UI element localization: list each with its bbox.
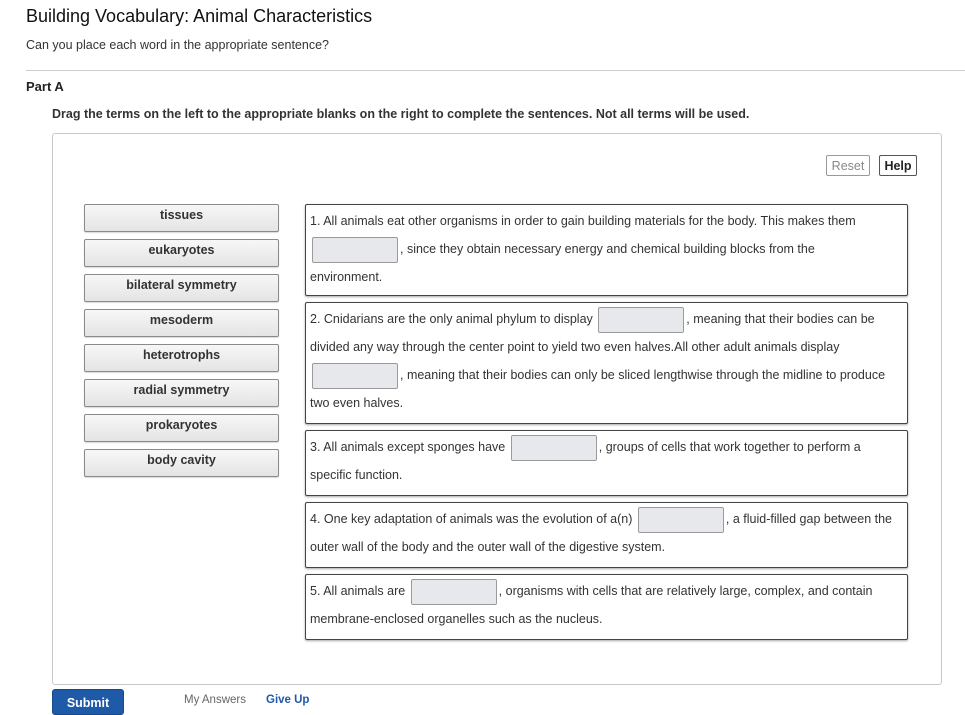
term-mesoderm[interactable] [84, 309, 279, 337]
term-label: eukaryotes [148, 243, 215, 257]
page-subtitle: Can you place each word in the appropriate sentence? [26, 38, 329, 52]
sentence-1-text-a: 1. All animals eat other organisms in order to gain building materials for the body. This makes them [310, 214, 856, 228]
term-label: mesoderm [149, 313, 214, 327]
sentence-1 [305, 204, 908, 296]
term-eukaryotes[interactable] [84, 239, 279, 267]
term-radial-symmetry[interactable] [84, 379, 279, 407]
part-label: Part A [26, 79, 64, 94]
sentence-5 [305, 574, 908, 640]
give-up-link[interactable]: Give Up [266, 694, 310, 706]
sentence-3 [305, 430, 908, 496]
sentence-4 [305, 502, 908, 568]
sentence-2-text-b: , meaning that their bodies can be divided any way through the center point to yield two even halves.All other adult animals display [310, 312, 875, 354]
sentence-4-text-a: 4. One key adaptation of animals was the evolution of a(n) [310, 512, 633, 526]
sentence-1-text-c: environment. [310, 270, 383, 284]
term-label: prokaryotes [145, 418, 218, 432]
sentence-3-text-b: , groups of cells that work together to perform a specific function. [310, 440, 861, 482]
sentence-1-text-b: , since they obtain necessary energy and chemical building blocks from the [400, 242, 815, 256]
sentence-2-text-c: , meaning that their bodies can only be sliced lengthwise through the midline to produce two even halves. [310, 368, 886, 410]
sentence-5-text-a: 5. All animals are [310, 584, 406, 598]
divider [26, 70, 965, 71]
sentence-2 [305, 302, 908, 424]
sentence-2-blank-1[interactable] [598, 307, 684, 333]
submit-button[interactable]: Submit [52, 689, 124, 715]
term-label: bilateral symmetry [126, 278, 237, 292]
sentence-5-blank[interactable] [411, 579, 497, 605]
sentence-3-text-a: 3. All animals except sponges have [310, 440, 506, 454]
term-body-cavity[interactable] [84, 449, 279, 477]
help-button[interactable]: Help [879, 155, 917, 176]
term-heterotrophs[interactable] [84, 344, 279, 372]
instructions: Drag the terms on the left to the appropriate blanks on the right to complete the sentences. Not all terms will be used. [52, 107, 750, 121]
sentence-1-blank[interactable] [312, 237, 398, 263]
sentence-3-blank[interactable] [511, 435, 597, 461]
my-answers-link[interactable]: My Answers [184, 694, 246, 706]
term-label: radial symmetry [133, 383, 230, 397]
sentence-2-blank-2[interactable] [312, 363, 398, 389]
term-tissues[interactable] [84, 204, 279, 232]
term-bilateral-symmetry[interactable] [84, 274, 279, 302]
term-label: body cavity [147, 453, 216, 467]
sentence-4-text-b: , a fluid-filled gap between the outer wall of the body and the outer wall of the digestive system. [310, 512, 892, 554]
sentence-5-text-b: , organisms with cells that are relatively large, complex, and contain membrane-enclosed organelles such as the nucleus. [310, 584, 873, 626]
term-label: heterotrophs [142, 348, 221, 362]
term-label: tissues [159, 208, 204, 222]
reset-button[interactable]: Reset [826, 155, 870, 176]
sentence-4-blank[interactable] [638, 507, 724, 533]
sentence-2-text-a: 2. Cnidarians are the only animal phylum to display [310, 312, 593, 326]
term-prokaryotes[interactable] [84, 414, 279, 442]
page-title: Building Vocabulary: Animal Characteristics [26, 6, 373, 26]
